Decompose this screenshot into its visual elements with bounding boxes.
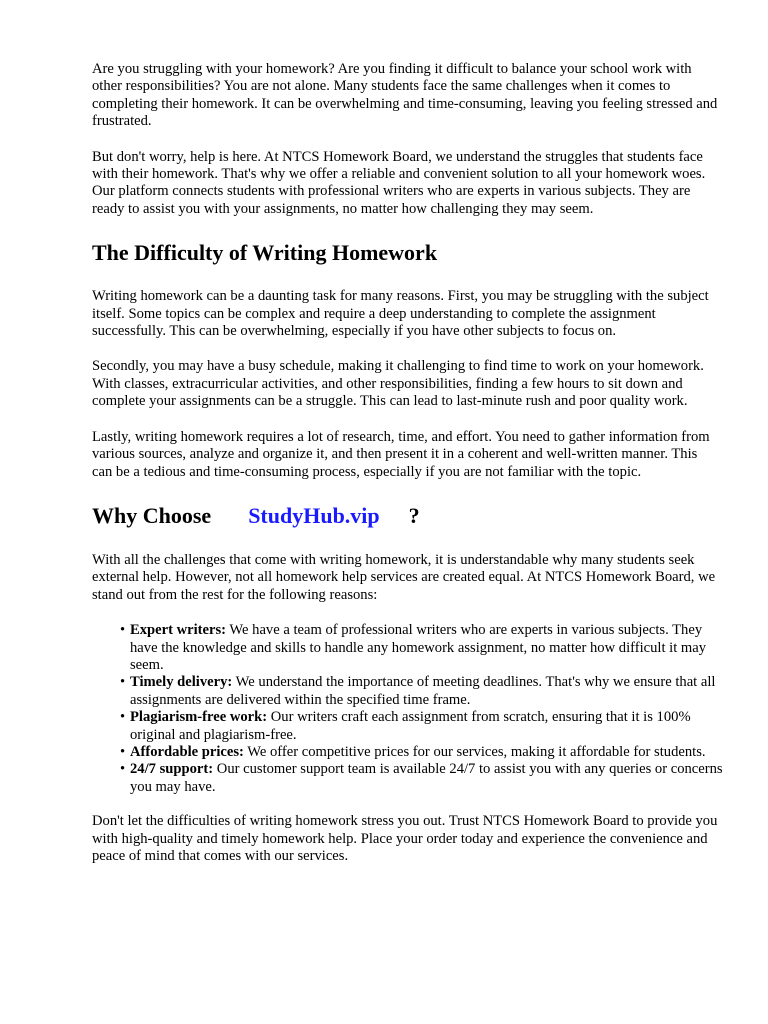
intro-paragraph-1: Are you struggling with your homework? Are you finding it difficult to balance your school work with other responsibilities? You are not alone. Many students face the same challenges when it comes to completing their homework. It can be overwhelming and time-consuming, leaving you feeling stressed and frustrated. — [92, 61, 718, 130]
heading-suffix: ? — [408, 502, 420, 528]
list-item — [120, 743, 728, 761]
bullet-icon: • — [120, 743, 126, 760]
difficulty-paragraph-1: Writing homework can be a daunting task for many reasons. First, you may be struggling with the subject itself. Some topics can be complex and require a deep understanding to complete the assignment successfully. This can be overwhelming, especially if you have other subjects to focus on. — [92, 288, 709, 340]
difficulty-paragraph-3: Lastly, writing homework requires a lot of research, time, and effort. You need to gather information from various sources, analyze and organize it, and then present it in a coherent and well-written manner. This can be a tedious and time-consuming process, especially if you are not familiar with the topic. — [92, 428, 710, 480]
list-item-text: We have a team of professional writers who are experts in various subjects. They have the knowledge and skills to handle any homework assignment, no matter how difficult it may seem. — [130, 622, 707, 673]
list-item-title: Expert writers: — [130, 622, 227, 639]
list-item — [120, 622, 728, 674]
list-item-text: We offer competitive prices for our services, making it affordable for students. — [243, 743, 706, 760]
studyhub-link[interactable]: StudyHub.vip — [248, 502, 380, 528]
list-item-text: We understand the importance of meeting deadlines. That's why we ensure that all assignments are delivered within the specified time frame. — [130, 674, 716, 708]
bullet-icon: • — [120, 761, 126, 778]
list-item-title: Plagiarism-free work: — [130, 709, 268, 726]
heading-prefix: Why Choose — [92, 502, 212, 528]
list-item-title: Timely delivery: — [130, 674, 233, 691]
closing-paragraph: Don't let the difficulties of writing homework stress you out. Trust NTCS Homework Board to provide you with high-quality and timely homework help. Place your order today and experience the convenience and peace of mind that comes with our services. — [92, 813, 718, 864]
intro-paragraph-2: But don't worry, help is here. At NTCS Homework Board, we understand the struggles that students face with their homework. That's why we offer a reliable and convenient solution to all your homework woes. Our platform connects students with professional writers who are experts in various subjects. They are ready to assist you with your assignments, no matter how challenging they may seem. — [92, 148, 706, 217]
reasons-list — [92, 622, 728, 796]
list-item — [120, 761, 728, 796]
section-heading-difficulty: The Difficulty of Writing Homework — [92, 240, 438, 266]
bullet-icon: • — [120, 674, 126, 691]
section-heading-why-choose — [92, 503, 728, 529]
difficulty-paragraph-2: Secondly, you may have a busy schedule, making it challenging to find time to work on your homework. With classes, extracurricular activities, and other responsibilities, finding a few hours to sit down and complete your assignments can be a struggle. This can lead to last-minute rush and poor quality work. — [92, 358, 704, 410]
list-item — [120, 709, 728, 744]
list-item-text: Our writers craft each assignment from scratch, ensuring that it is 100% original and plagiarism-free. — [130, 709, 691, 743]
list-item-text: Our customer support team is available 24/7 to assist you with any queries or concerns you may have. — [130, 761, 723, 795]
bullet-icon: • — [120, 622, 126, 639]
list-item-title: 24/7 support: — [130, 761, 214, 778]
section-why-choose — [92, 503, 728, 866]
section-difficulty — [92, 240, 728, 481]
list-item-title: Affordable prices: — [130, 743, 244, 760]
bullet-icon: • — [120, 709, 126, 726]
list-item — [120, 674, 728, 709]
why-choose-intro: With all the challenges that come with writing homework, it is understandable why many students seek external help. However, not all homework help services are created equal. At NTCS Homework Board, we stand out from the rest for the following reasons: — [92, 551, 716, 603]
